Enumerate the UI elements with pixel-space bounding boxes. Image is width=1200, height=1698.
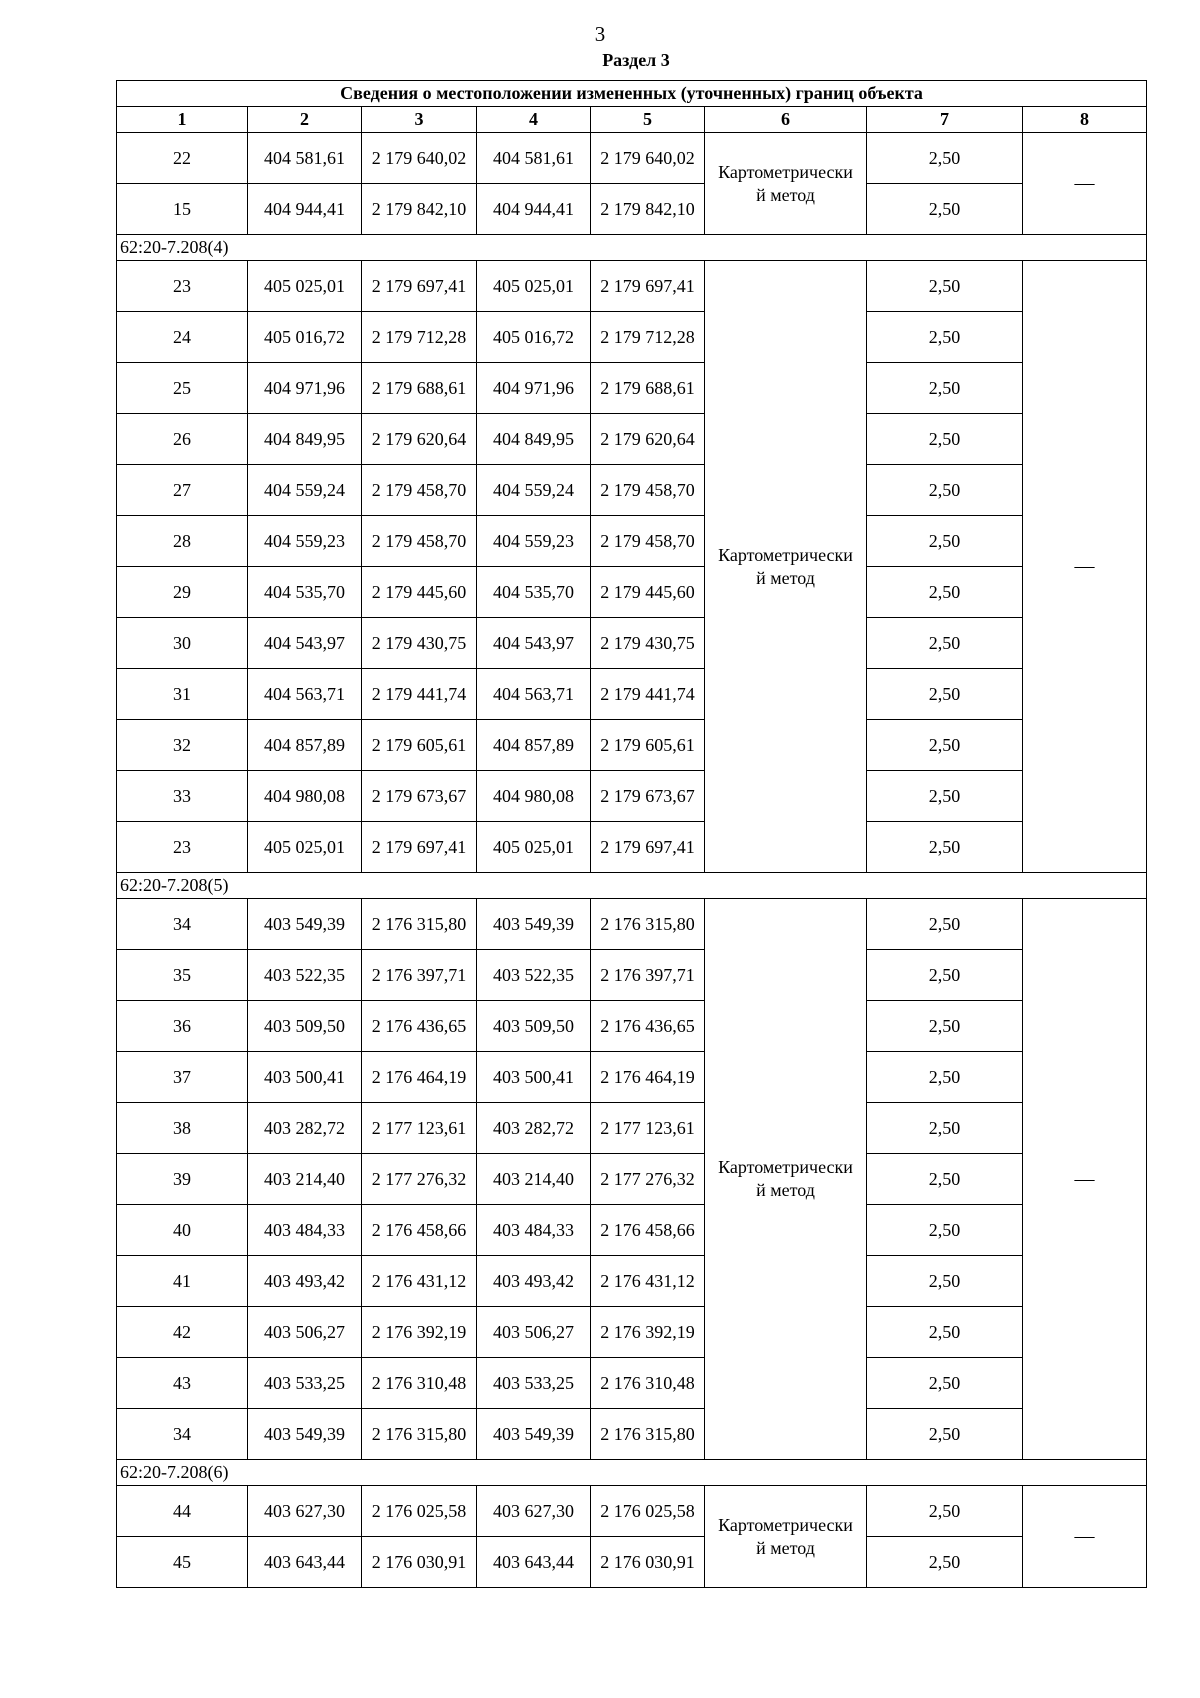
column-header: 1 [117,107,248,133]
table-cell: 2 176 436,65 [362,1001,477,1052]
table-cell: 403 522,35 [248,950,362,1001]
table-cell: 2 179 458,70 [591,465,705,516]
table-row [117,1537,1147,1588]
table-cell: 2 179 430,75 [591,618,705,669]
parcel-label: 62:20-7.208(5) [117,873,1147,899]
section-title: Раздел 3 [602,50,670,70]
accuracy-cell: 2,50 [867,822,1023,873]
accuracy-cell: 2,50 [867,1001,1023,1052]
method-line: й метод [756,1537,815,1558]
table-cell: 404 857,89 [477,720,591,771]
table-cell: 405 025,01 [477,822,591,873]
table-cell: 404 559,24 [477,465,591,516]
accuracy-cell: 2,50 [867,950,1023,1001]
accuracy-cell: 2,50 [867,414,1023,465]
accuracy-cell: 2,50 [867,1409,1023,1460]
table-row [117,133,1147,184]
accuracy-cell: 2,50 [867,669,1023,720]
column-header: 7 [867,107,1023,133]
table-cell: 403 214,40 [477,1154,591,1205]
table-cell: 44 [117,1486,248,1537]
method-cell [705,261,867,873]
table-cell: 403 509,50 [248,1001,362,1052]
accuracy-cell: 2,50 [867,133,1023,184]
table-row [117,184,1147,235]
table-row [117,1486,1147,1537]
accuracy-cell: 2,50 [867,1537,1023,1588]
table-cell: 2 176 458,66 [362,1205,477,1256]
table-cell: 404 563,71 [477,669,591,720]
table-cell: 2 179 445,60 [591,567,705,618]
table-cell: 43 [117,1358,248,1409]
table-cell: 403 643,44 [248,1537,362,1588]
table-cell: 2 176 025,58 [362,1486,477,1537]
table-cell: 403 214,40 [248,1154,362,1205]
table-cell: 29 [117,567,248,618]
table-cell: 2 179 673,67 [591,771,705,822]
table-cell: 2 176 464,19 [362,1052,477,1103]
accuracy-cell: 2,50 [867,567,1023,618]
table-cell: 2 179 688,61 [362,363,477,414]
table-cell: 33 [117,771,248,822]
table-cell: 403 282,72 [248,1103,362,1154]
table-cell: 2 179 842,10 [362,184,477,235]
accuracy-cell: 2,50 [867,261,1023,312]
accuracy-cell: 2,50 [867,184,1023,235]
column-header: 5 [591,107,705,133]
accuracy-cell: 2,50 [867,1103,1023,1154]
table-row [117,899,1147,950]
table-row [117,1358,1147,1409]
table-cell: 404 971,96 [477,363,591,414]
table-cell: 404 980,08 [248,771,362,822]
accuracy-cell: 2,50 [867,1154,1023,1205]
table-cell: 36 [117,1001,248,1052]
table-cell: 404 980,08 [477,771,591,822]
table-row [117,669,1147,720]
table-cell: 28 [117,516,248,567]
table-cell: 2 176 315,80 [362,899,477,950]
table-row [117,720,1147,771]
table-cell: 404 581,61 [248,133,362,184]
table-row [117,1409,1147,1460]
table-cell: 2 176 025,58 [591,1486,705,1537]
table-cell: 404 559,24 [248,465,362,516]
table-cell: 2 179 605,61 [591,720,705,771]
column-header: 4 [477,107,591,133]
method-line: й метод [756,567,815,588]
accuracy-cell: 2,50 [867,720,1023,771]
table-cell: 35 [117,950,248,1001]
table-cell: 2 176 315,80 [591,1409,705,1460]
table-cell: 404 849,95 [248,414,362,465]
table-cell: 24 [117,312,248,363]
table-cell: 403 643,44 [477,1537,591,1588]
table-row [117,1052,1147,1103]
table-cell: 2 179 712,28 [591,312,705,363]
table-cell: 2 177 276,32 [362,1154,477,1205]
table-row [117,1256,1147,1307]
table-cell: 2 179 697,41 [591,822,705,873]
parcel-label: 62:20-7.208(6) [117,1460,1147,1486]
table-cell: 403 549,39 [477,899,591,950]
table-cell: 2 176 030,91 [591,1537,705,1588]
table-cell: 403 506,27 [477,1307,591,1358]
table-cell: 2 179 697,41 [362,261,477,312]
table-cell: 2 179 640,02 [362,133,477,184]
accuracy-cell: 2,50 [867,1052,1023,1103]
accuracy-cell: 2,50 [867,1307,1023,1358]
table-cell: 404 944,41 [248,184,362,235]
table-cell: 2 179 458,70 [591,516,705,567]
table-cell: 403 509,50 [477,1001,591,1052]
table-cell: 403 627,30 [248,1486,362,1537]
table-row [117,1001,1147,1052]
table-cell: 2 179 712,28 [362,312,477,363]
boundary-table [116,80,1147,1588]
table-cell: 405 016,72 [248,312,362,363]
table-caption: Сведения о местоположении измененных (уточненных) границ объекта [117,81,1147,107]
table-cell: 2 179 640,02 [591,133,705,184]
table-cell: 2 179 441,74 [362,669,477,720]
table-cell: 404 543,97 [248,618,362,669]
table-row [117,771,1147,822]
accuracy-cell: 2,50 [867,1358,1023,1409]
column-header: 8 [1023,107,1147,133]
table-cell: 403 522,35 [477,950,591,1001]
table-cell: 405 025,01 [248,822,362,873]
table-cell: 39 [117,1154,248,1205]
table-cell: 2 177 276,32 [591,1154,705,1205]
table-cell: 403 506,27 [248,1307,362,1358]
table-cell: 404 944,41 [477,184,591,235]
column-8-cell: — [1023,899,1147,1460]
table-row [117,618,1147,669]
table-cell: 25 [117,363,248,414]
table-cell: 15 [117,184,248,235]
method-line: й метод [756,1180,815,1200]
table-cell: 37 [117,1052,248,1103]
table-cell: 2 179 430,75 [362,618,477,669]
method-cell [705,133,867,235]
method-cell [705,899,867,1460]
accuracy-cell: 2,50 [867,516,1023,567]
table-cell: 26 [117,414,248,465]
table-cell: 405 016,72 [477,312,591,363]
accuracy-cell: 2,50 [867,465,1023,516]
table-cell: 404 535,70 [477,567,591,618]
table-row [117,363,1147,414]
table-cell: 2 179 458,70 [362,465,477,516]
table-cell: 2 179 697,41 [362,822,477,873]
table-cell: 2 179 605,61 [362,720,477,771]
table-cell: 23 [117,261,248,312]
table-cell: 31 [117,669,248,720]
table-row [117,567,1147,618]
accuracy-cell: 2,50 [867,312,1023,363]
table-cell: 45 [117,1537,248,1588]
table-row [117,516,1147,567]
method-cell [705,1486,867,1588]
method-line: Картометрически [718,1157,853,1177]
table-cell: 2 179 673,67 [362,771,477,822]
table-cell: 403 549,39 [477,1409,591,1460]
table-cell: 403 549,39 [248,899,362,950]
column-header: 2 [248,107,362,133]
table-cell: 42 [117,1307,248,1358]
column-8-cell: — [1023,261,1147,873]
table-cell: 404 563,71 [248,669,362,720]
table-cell: 2 176 392,19 [362,1307,477,1358]
table-cell: 403 500,41 [248,1052,362,1103]
column-header: 3 [362,107,477,133]
accuracy-cell: 2,50 [867,1486,1023,1537]
table-cell: 32 [117,720,248,771]
table-cell: 404 559,23 [477,516,591,567]
column-header-row [117,107,1147,133]
table-cell: 22 [117,133,248,184]
table-row [117,950,1147,1001]
table-cell: 404 543,97 [477,618,591,669]
table-cell: 403 484,33 [477,1205,591,1256]
table-cell: 403 533,25 [248,1358,362,1409]
table-cell: 2 179 842,10 [591,184,705,235]
column-8-cell: — [1023,1486,1147,1588]
table-cell: 2 179 688,61 [591,363,705,414]
parcel-label: 62:20-7.208(4) [117,235,1147,261]
accuracy-cell: 2,50 [867,1256,1023,1307]
table-row [117,1103,1147,1154]
method-line: Картометрически [718,161,853,182]
table-cell: 23 [117,822,248,873]
column-8-cell: — [1023,133,1147,235]
table-cell: 403 493,42 [477,1256,591,1307]
table-cell: 38 [117,1103,248,1154]
accuracy-cell: 2,50 [867,899,1023,950]
table-cell: 2 176 436,65 [591,1001,705,1052]
table-row [117,822,1147,873]
table-cell: 403 282,72 [477,1103,591,1154]
table-row [117,1307,1147,1358]
table-cell: 2 179 441,74 [591,669,705,720]
table-cell: 2 176 310,48 [362,1358,477,1409]
table-row [117,261,1147,312]
table-cell: 34 [117,1409,248,1460]
table-cell: 404 857,89 [248,720,362,771]
table-cell: 2 176 392,19 [591,1307,705,1358]
accuracy-cell: 2,50 [867,618,1023,669]
table-cell: 2 176 397,71 [362,950,477,1001]
table-cell: 40 [117,1205,248,1256]
table-cell: 2 179 445,60 [362,567,477,618]
table-cell: 403 549,39 [248,1409,362,1460]
table-cell: 404 971,96 [248,363,362,414]
table-cell: 2 179 620,64 [362,414,477,465]
table-cell: 34 [117,899,248,950]
method-line: Картометрически [718,544,853,565]
table-row [117,465,1147,516]
table-cell: 2 179 458,70 [362,516,477,567]
table-cell: 405 025,01 [477,261,591,312]
table-cell: 403 484,33 [248,1205,362,1256]
method-line: Картометрически [718,1514,853,1535]
table-cell: 2 176 458,66 [591,1205,705,1256]
accuracy-cell: 2,50 [867,771,1023,822]
table-cell: 2 176 315,80 [591,899,705,950]
accuracy-cell: 2,50 [867,1205,1023,1256]
table-cell: 405 025,01 [248,261,362,312]
table-row [117,1205,1147,1256]
table-cell: 2 176 030,91 [362,1537,477,1588]
method-line: й метод [756,184,815,205]
table-row [117,414,1147,465]
table-cell: 2 176 315,80 [362,1409,477,1460]
table-cell: 2 176 464,19 [591,1052,705,1103]
table-cell: 2 179 697,41 [591,261,705,312]
table-cell: 403 493,42 [248,1256,362,1307]
table-cell: 2 176 397,71 [591,950,705,1001]
table-row [117,312,1147,363]
table-row [117,1154,1147,1205]
table-cell: 30 [117,618,248,669]
column-header: 6 [705,107,867,133]
table-cell: 404 849,95 [477,414,591,465]
table-cell: 27 [117,465,248,516]
table-cell: 2 176 431,12 [591,1256,705,1307]
table-cell: 2 176 310,48 [591,1358,705,1409]
table-cell: 404 581,61 [477,133,591,184]
accuracy-cell: 2,50 [867,363,1023,414]
table-cell: 404 559,23 [248,516,362,567]
table-cell: 2 177 123,61 [591,1103,705,1154]
table-cell: 403 533,25 [477,1358,591,1409]
table-cell: 2 176 431,12 [362,1256,477,1307]
page-number: 3 [594,22,606,46]
table-cell: 403 500,41 [477,1052,591,1103]
table-cell: 2 179 620,64 [591,414,705,465]
table-cell: 2 177 123,61 [362,1103,477,1154]
table-cell: 404 535,70 [248,567,362,618]
table-cell: 403 627,30 [477,1486,591,1537]
table-cell: 41 [117,1256,248,1307]
